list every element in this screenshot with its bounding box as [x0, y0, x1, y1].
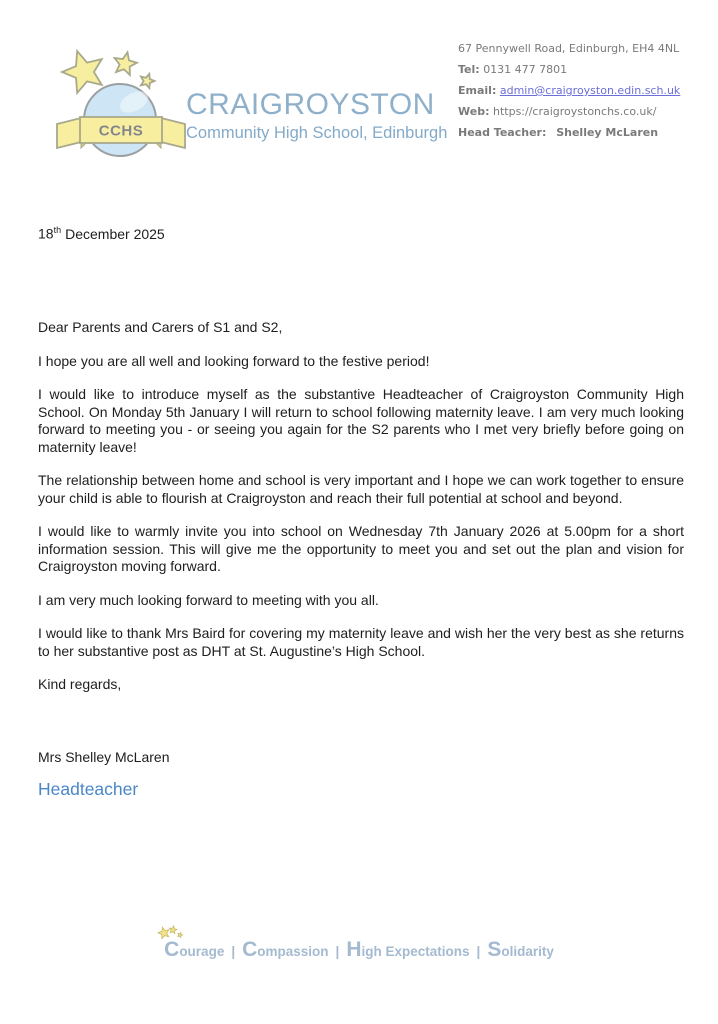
letterhead [0, 0, 718, 170]
contact-block [458, 38, 680, 143]
star-icon [138, 72, 156, 89]
school-brand [186, 90, 447, 143]
stars-icon [157, 924, 185, 944]
email-link[interactable]: admin@craigroyston.edin.sch.uk [499, 84, 681, 97]
paragraph: I would like to thank Mrs Baird for covering my maternity leave and wish her the very best as she returns to her substantive post as DHT at St. Augustine’s High School. [38, 625, 684, 659]
logo-badge-text: CCHS [98, 122, 144, 140]
contact-tel: Tel: 0131 477 7801 [458, 63, 568, 76]
school-values-footer [0, 938, 718, 962]
school-name: CRAIGROYSTON [186, 88, 435, 121]
value-courage: Courage [164, 938, 224, 962]
paragraph: I hope you are all well and looking forward to the festive period! [38, 352, 430, 369]
contact-head-teacher: Head Teacher: Shelley McLaren [458, 126, 659, 139]
signature-name: Mrs Shelley McLaren [38, 748, 170, 765]
closing: Kind regards, [38, 676, 122, 693]
letter-body [0, 222, 718, 799]
contact-email: Email: admin@craigroyston.edin.sch.uk [458, 84, 681, 97]
paragraph: I am very much looking forward to meeting with you all. [38, 591, 379, 608]
value-separator: | [231, 944, 236, 959]
contact-address: 67 Pennywell Road, Edinburgh, EH4 4NL [458, 42, 680, 55]
star-icon [112, 50, 139, 76]
paragraph: The relationship between home and school is very important and I hope we can work together to ensure your child is able to flourish at Craigroyston and reach their full potential at school and beyond. [38, 472, 684, 506]
value-solidarity: Solidarity [487, 938, 554, 961]
school-logo [54, 44, 188, 162]
signature-title: Headteacher [38, 779, 139, 800]
value-high-expectations: High Expectations [346, 938, 470, 961]
cchs-banner [57, 117, 185, 148]
value-separator: | [335, 944, 340, 959]
star-icon [57, 45, 109, 96]
salutation: Dear Parents and Carers of S1 and S2, [38, 319, 283, 336]
contact-web: Web: https://craigroystonchs.co.uk/ [458, 105, 657, 118]
school-subtitle: Community High School, Edinburgh [186, 124, 448, 142]
value-separator: | [476, 944, 481, 959]
paragraph: I would like to warmly invite you into school on Wednesday 7th January 2026 at 5.00pm for a short information session. This will give me the opportunity to meet you and set out the plan and vision for Craigroyston moving forward. [38, 523, 684, 575]
paragraph: I would like to introduce myself as the substantive Headteacher of Craigroyston Community High School. On Monday 5th January I will return to school following maternity leave. I am very much looking forward to meeting you - or seeing you again for the S2 parents who I met very briefly before going on maternity leave! [38, 386, 684, 455]
value-compassion: Compassion [242, 938, 329, 961]
letter-date: 18th December 2025 [38, 225, 165, 242]
